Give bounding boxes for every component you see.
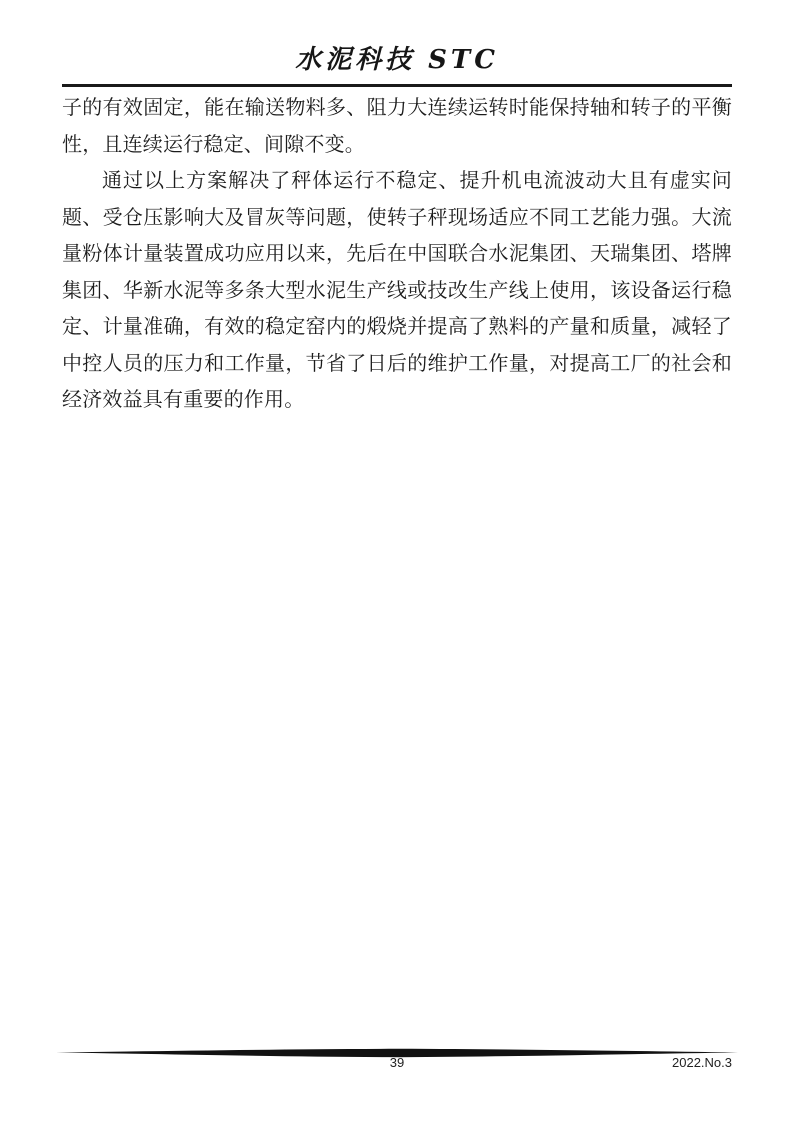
paragraph-continuation: 子的有效固定，能在输送物料多、阻力大连续运转时能保持轴和转子的平衡性，且连续运行稳定、间隙不变。 <box>62 97 732 156</box>
article-body <box>62 90 732 419</box>
header-rule <box>62 84 732 87</box>
issue-label: 2022.No.3 <box>672 1055 732 1070</box>
journal-header <box>62 44 732 76</box>
page-number: 39 <box>389 1055 405 1070</box>
journal-title: 水泥科技 STC <box>295 45 499 75</box>
footer-rule <box>56 1045 738 1055</box>
footer <box>62 1055 732 1073</box>
paragraph-conclusion: 通过以上方案解决了秤体运行不稳定、提升机电流波动大且有虚实问题、受仓压影响大及冒灰等问题，使转子秤现场适应不同工艺能力强。大流量粉体计量装置成功应用以来，先后在中国联合水泥集团、天瑞集团、塔牌集团、华新水泥等多条大型水泥生产线或技改生产线上使用，该设备运行稳定、计量准确，有效的稳定窑内的煅烧并提高了熟料的产量和质量，减轻了中控人员的压力和工作量，节省了日后的维护工作量，对提高工厂的社会和经济效益具有重要的作用。 <box>62 170 732 411</box>
